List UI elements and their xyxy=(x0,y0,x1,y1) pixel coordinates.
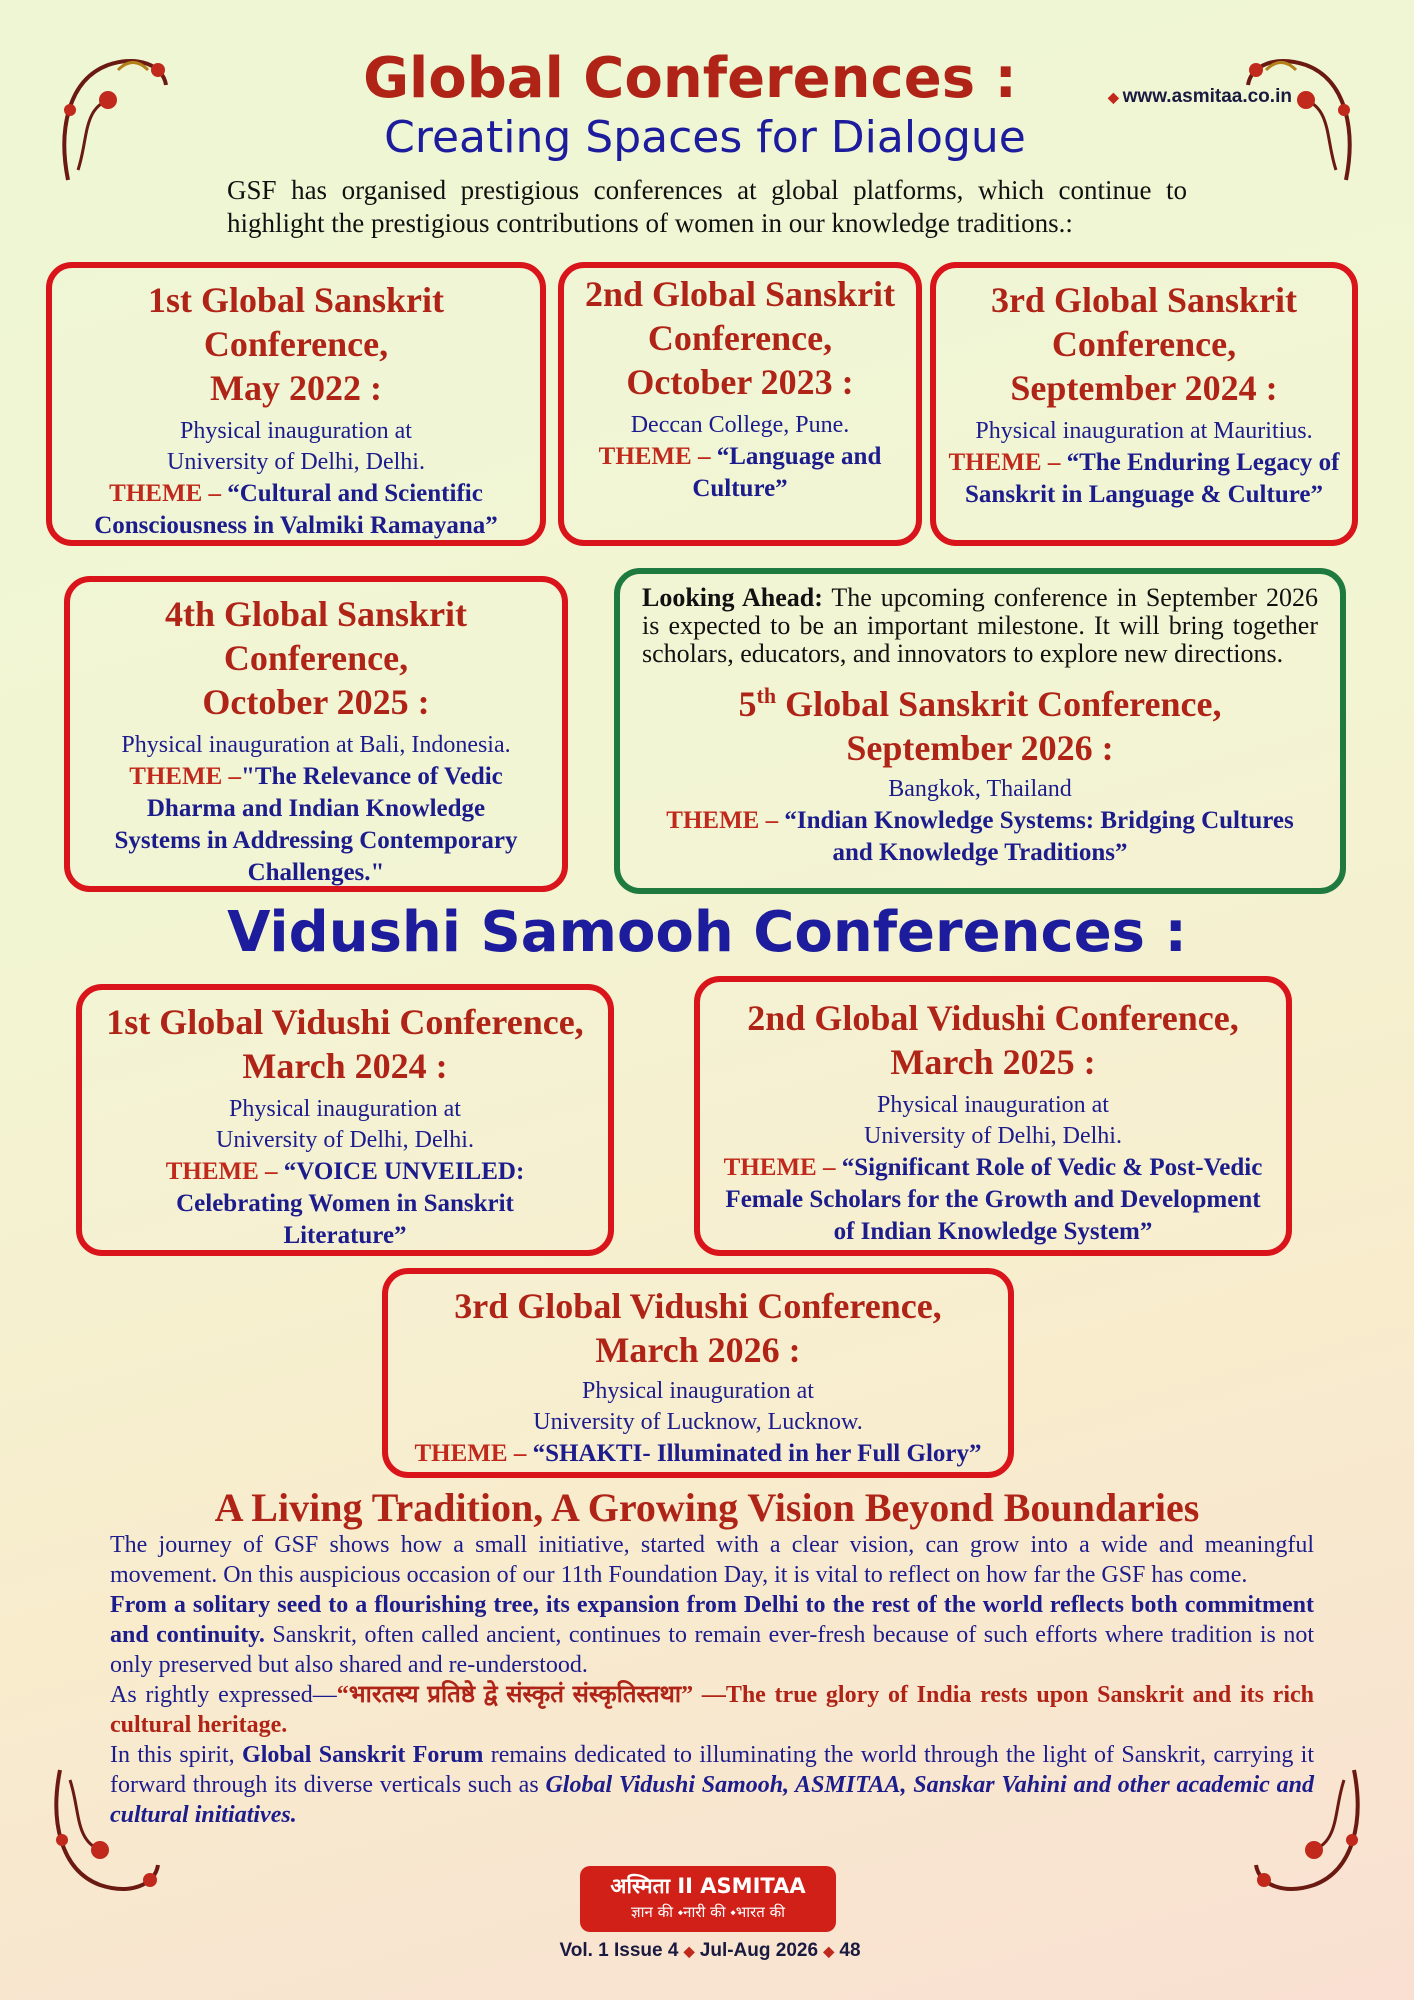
conference-theme: THEME – “The Enduring Legacy of Sanskrit in Language & Culture” xyxy=(948,449,1340,508)
conference-date: March 2026 : xyxy=(595,1330,801,1370)
conference-venue-line-2: University of Delhi, Delhi. xyxy=(216,1127,474,1153)
conference-theme: THEME – “VOICE UNVEILED: Celebrating Women in Sanskrit Literature” xyxy=(165,1158,525,1249)
conference-theme: THEME – “Cultural and Scientific Consciousness in Valmiki Ramayana” xyxy=(94,480,498,539)
conference-theme: THEME – “SHAKTI- Illuminated in her Full Glory” xyxy=(414,1440,982,1467)
bullet-icon: ◆ xyxy=(683,1943,695,1959)
bullet-icon: ◆ xyxy=(1108,89,1123,105)
conference-date: October 2025 : xyxy=(202,682,430,722)
paragraph: In this spirit, Global Sanskrit Forum remains dedicated to illuminating the world through the light of Sanskrit, carrying it forward through its diverse verticals such as Global Vidushi Samooh, ASMITAA, Sanskar Vahini and other academic and cultural initiatives. xyxy=(110,1742,1314,1828)
page-title: Global Conferences : xyxy=(363,46,1017,111)
conference-box-gvc-1 xyxy=(76,984,614,1256)
ornament-top-right xyxy=(1236,40,1366,190)
conference-venue-line-2: University of Delhi, Delhi. xyxy=(167,449,425,475)
conference-venue: Physical inauguration at Mauritius. xyxy=(975,418,1313,444)
conference-date: September 2026 : xyxy=(846,728,1114,768)
conference-theme: THEME –"The Relevance of Vedic Dharma and Indian Knowledge Systems in Addressing Contemporary Challenges." xyxy=(114,763,518,886)
conference-box-gsc-1 xyxy=(46,262,546,546)
conference-venue: Deccan College, Pune. xyxy=(630,412,850,438)
intro-text: GSF has organised prestigious conferences at global platforms, which continue to highlight the prestigious contributions of women in our knowledge traditions.: xyxy=(227,175,1187,238)
conference-venue: Bangkok, Thailand xyxy=(888,776,1072,802)
issue-info: Vol. 1 Issue 4 ◆ Jul-Aug 2026 ◆ 48 xyxy=(559,1940,861,1961)
asmitaa-logo: अस्मिता II ASMITAA ज्ञान की ⬩नारी की ⬩भारत की xyxy=(580,1866,836,1932)
conference-venue: Physical inauguration at xyxy=(229,1096,461,1122)
ornament-top-left xyxy=(48,40,178,190)
conference-venue: Physical inauguration at xyxy=(877,1092,1109,1118)
section-heading-living-tradition: A Living Tradition, A Growing Vision Beyond Boundaries xyxy=(214,1485,1200,1530)
conference-title: 2nd Global Sanskrit Conference, xyxy=(584,274,896,358)
paragraph: The journey of GSF shows how a small initiative, started with a clear vision, can grow into a wide and meaningful movement. On this auspicious occasion of our 11th Foundation Day, it is vital to reflect on how far the GSF has come. xyxy=(110,1532,1314,1588)
section-heading-vidushi: Vidushi Samooh Conferences : xyxy=(227,900,1187,965)
conference-title: 1st Global Sanskrit Conference, xyxy=(147,280,445,364)
page-subtitle: Creating Spaces for Dialogue xyxy=(384,112,1026,163)
conference-box-gsc-4 xyxy=(64,576,568,892)
conference-theme: THEME – “Language and Culture” xyxy=(598,443,882,502)
conference-title: 2nd Global Vidushi Conference, xyxy=(747,998,1239,1038)
paragraph: As rightly expressed—“भारतस्य प्रतिष्ठे द्वे संस्कृतं संस्कृतिस्तथा” —The true glory of India rests upon Sanskrit and its rich cultural heritage. xyxy=(110,1682,1314,1738)
bullet-icon: ◆ xyxy=(823,1943,835,1959)
page-number: 48 xyxy=(839,1940,861,1961)
upcoming-conference-box xyxy=(614,568,1346,894)
website-link[interactable]: ◆ www.asmitaa.co.in xyxy=(1108,86,1292,107)
conference-box-gvc-3 xyxy=(382,1268,1014,1478)
conference-date: October 2023 : xyxy=(626,362,854,402)
conference-title: 4th Global Sanskrit Conference, xyxy=(164,594,468,678)
conference-title: 3rd Global Vidushi Conference, xyxy=(454,1286,942,1326)
conference-theme: THEME – “Indian Knowledge Systems: Bridging Cultures and Knowledge Traditions” xyxy=(666,807,1294,866)
looking-ahead-text: Looking Ahead: The upcoming conference in September 2026 is expected to be an important milestone. It will bring together scholars, educators, and innovators to explore new directions. xyxy=(642,583,1318,668)
conference-venue: Physical inauguration at Bali, Indonesia. xyxy=(121,732,511,758)
sanskrit-quote: “भारतस्य प्रतिष्ठे द्वे संस्कृतं संस्कृतिस्तथा” xyxy=(336,1682,694,1708)
conference-title: 1st Global Vidushi Conference, xyxy=(106,1002,584,1042)
conference-venue-line-2: University of Delhi, Delhi. xyxy=(864,1123,1122,1149)
conference-theme: THEME – “Significant Role of Vedic & Post-Vedic Female Scholars for the Growth and Development of Indian Knowledge System” xyxy=(723,1154,1263,1245)
living-tradition-body xyxy=(110,1530,1314,1830)
conference-title: 5th Global Sanskrit Conference, xyxy=(738,683,1222,724)
conference-venue-line-2: University of Lucknow, Lucknow. xyxy=(533,1409,863,1435)
conference-date: September 2024 : xyxy=(1010,368,1278,408)
conference-venue: Physical inauguration at xyxy=(582,1378,814,1404)
conference-title: 3rd Global Sanskrit Conference, xyxy=(990,280,1298,364)
conference-date: May 2022 : xyxy=(210,368,382,408)
conference-box-gsc-2 xyxy=(558,262,922,546)
paragraph: From a solitary seed to a flourishing tree, its expansion from Delhi to the rest of the world reflects both commitment and continuity. Sanskrit, often called ancient, continues to remain ever-fresh because of such efforts where tradition is not only preserved but also shared and re-understood. xyxy=(110,1592,1315,1678)
conference-date: March 2025 : xyxy=(890,1042,1096,1082)
conference-box-gsc-3 xyxy=(930,262,1358,546)
conference-box-gvc-2 xyxy=(694,976,1292,1256)
conference-date: March 2024 : xyxy=(242,1046,448,1086)
conference-venue: Physical inauguration at xyxy=(180,418,412,444)
